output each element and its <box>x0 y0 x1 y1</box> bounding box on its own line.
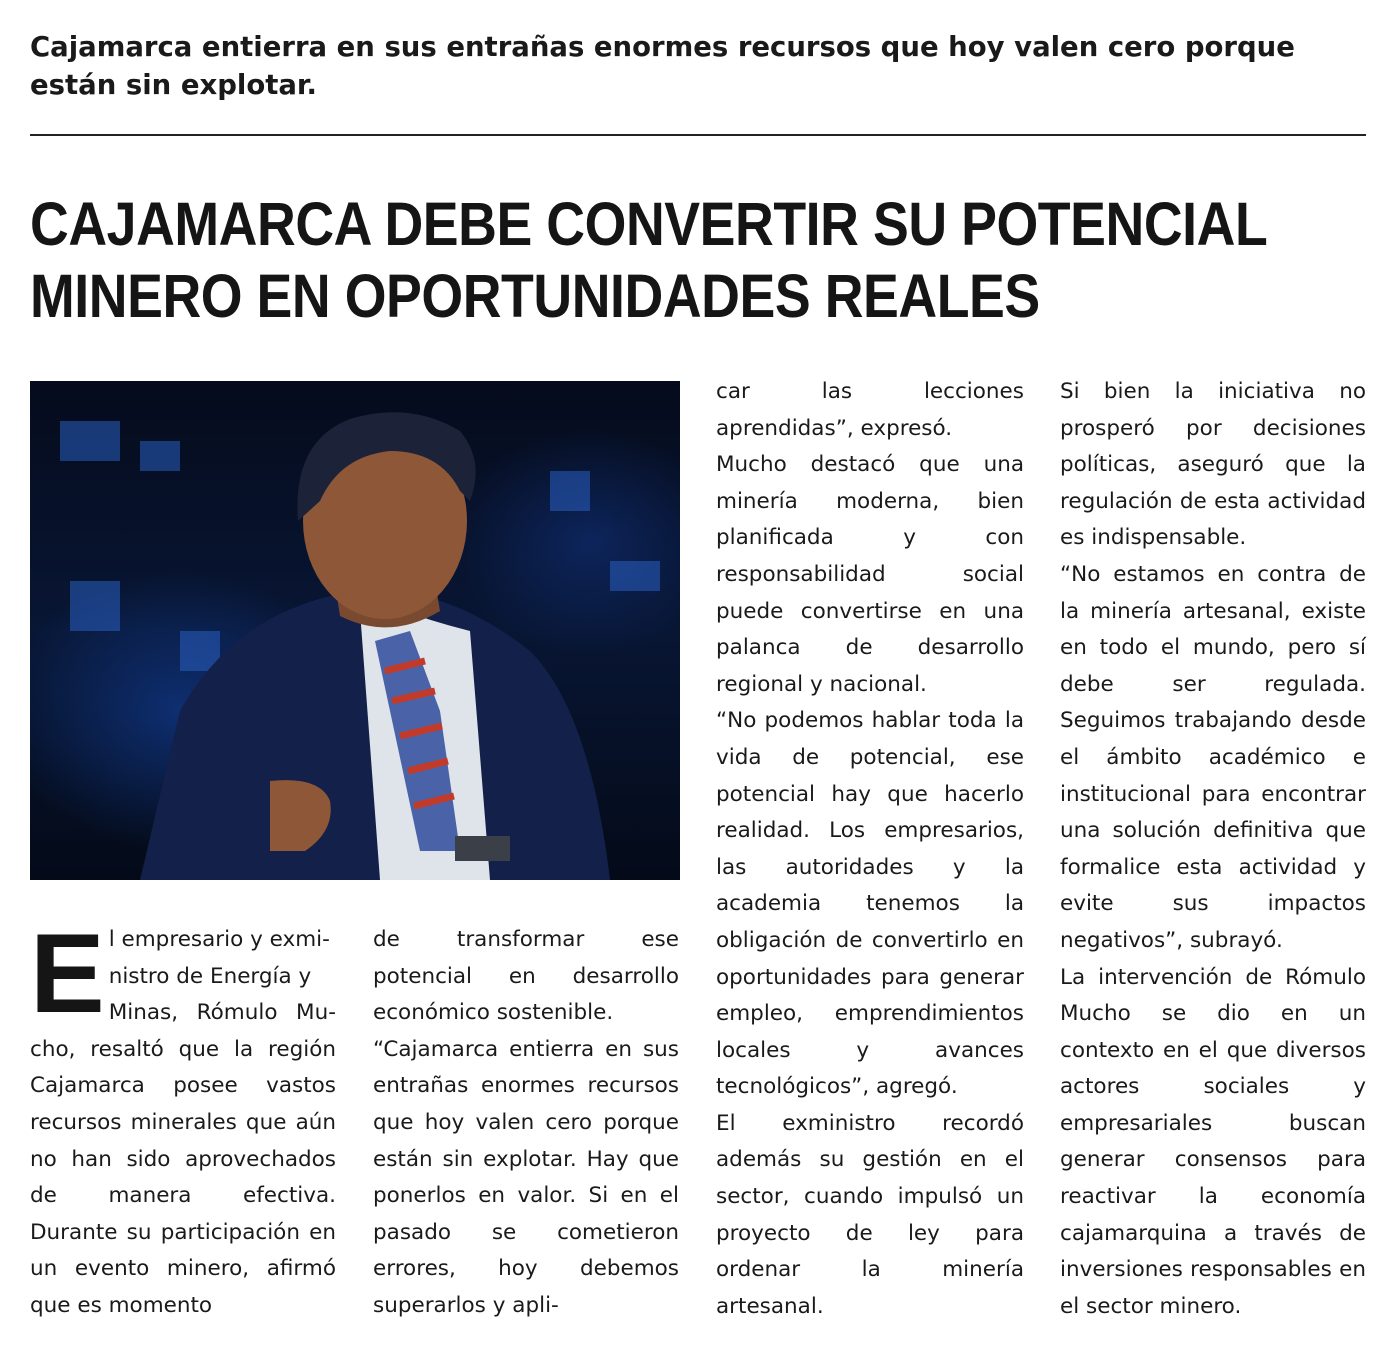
article-paragraph-6: Si bien la iniciativa no prosperó por decisiones políticas, aseguró que la regulación de esta actividad es indispensable. <box>1060 379 1366 551</box>
col1-line-3: Minas, Rómulo Mu- <box>108 1000 336 1026</box>
headline-line-2: MINERO EN OPORTUNIDADES REALES <box>30 262 1040 330</box>
article-column-3 <box>716 374 1024 1325</box>
kicker-subtitle: Cajamarca entierra en sus entrañas enormes recursos que hoy valen cero porque están sin explotar. <box>30 31 1295 101</box>
article-paragraph-1-end: de transformar ese potencial en desarrollo económico sostenible. <box>373 927 679 1026</box>
article-paragraph-8: La intervención de Rómulo Mucho se dio en un contexto en el que diversos actores sociales y empresariales buscan generar consensos para reactivar la economía cajamarquina a través de inversiones responsables en el sector minero. <box>1060 964 1366 1319</box>
article-paragraph-5: El exministro recordó además su gestión en el sector, cuando impulsó un proyecto de ley para ordenar la minería artesanal. <box>716 1110 1024 1319</box>
speaker-portrait-photo <box>30 381 680 880</box>
article-column-1 <box>30 911 336 1325</box>
col1-rest: cho, resaltó que la región Cajamarca posee vastos recursos minerales que aún no han sido aprovechados de manera efectiva. Durante su participación en un evento minero, afirmó que es momento <box>30 1036 336 1318</box>
article-column-2 <box>373 922 679 1325</box>
article-column-4 <box>1060 374 1366 1325</box>
article-headline <box>30 188 1268 332</box>
divider <box>30 134 1366 136</box>
article-paragraph-2-end: car las lecciones aprendidas”, expresó. <box>716 379 1024 441</box>
speaker-portrait-illustration <box>30 381 680 880</box>
drop-cap: E <box>30 911 105 1036</box>
col1-line-1: l empresario y exmi- <box>108 927 330 952</box>
article-paragraph-2-start: “Cajamarca entierra en sus entrañas enormes recursos que hoy valen cero porque están sin explotar. Hay que ponerlos en valor. Si en el pasado se cometieron errores, hoy debemos superarlos y apli- <box>373 1036 679 1318</box>
col1-line-2: nistro de Energía y <box>108 963 312 989</box>
article-paragraph-7: “No estamos en contra de la minería artesanal, existe en todo el mundo, pero sí debe ser regulada. Seguimos trabajando desde el ámbito académico e institucional para encontrar una solución definitiva que formalice esta actividad y evite sus impactos negativos”, subrayó. <box>1060 561 1366 953</box>
article-paragraph-3: Mucho destacó que una minería moderna, bien planificada y con responsabilidad social puede convertirse en una palanca de desarrollo regional y nacional. <box>716 452 1024 697</box>
article-paragraph-4: “No podemos hablar toda la vida de potencial, ese potencial hay que hacerlo realidad. Los empresarios, las autoridades y la academia tenemos la obligación de convertirlo en oportunidades para generar empleo, emprendimientos locales y avances tecnológicos”, agregó. <box>716 708 1024 1100</box>
headline-line-1: CAJAMARCA DEBE CONVERTIR SU POTENCIAL <box>30 190 1268 258</box>
